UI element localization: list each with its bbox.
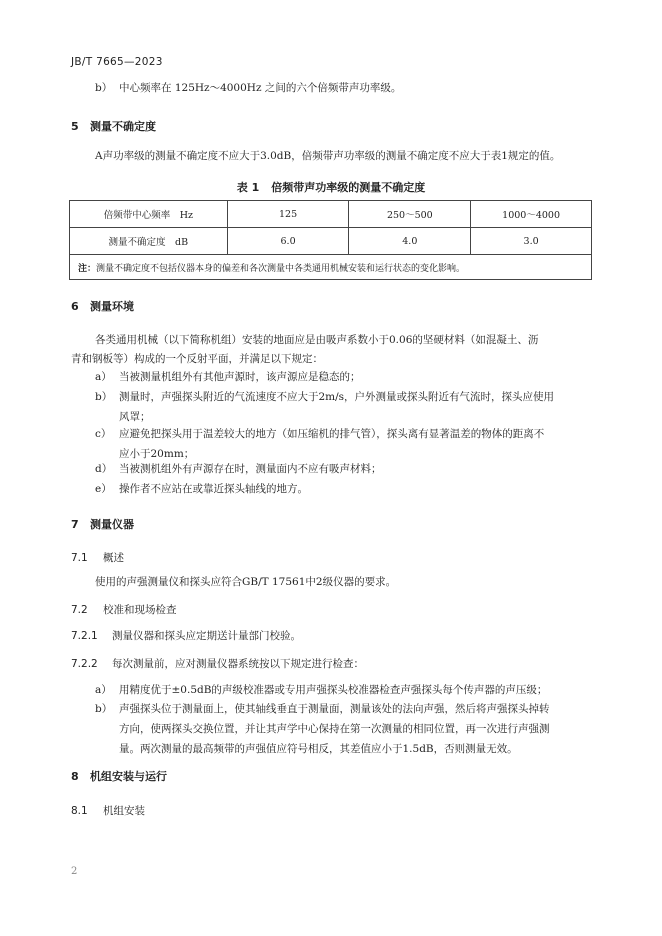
- table-row: [70, 228, 592, 255]
- section-text: 每次测量前，应对测量仪器系统按以下规定进行检查：: [112, 658, 364, 670]
- section-title: 概述: [103, 552, 124, 564]
- section-title: 机组安装与运行: [90, 770, 167, 783]
- table-cell: 倍频带中心频率 Hz: [70, 201, 228, 228]
- section-number: 7.2: [71, 604, 88, 616]
- section-number: 8.1: [71, 805, 88, 817]
- table-cell: 125: [227, 201, 349, 228]
- table-row: [70, 201, 592, 228]
- paragraph-line: 青和钢板等）构成的一个反射平面，并满足以下规定：: [71, 353, 323, 365]
- list-text: 中心频率在 125Hz～4000Hz 之间的六个倍频带声功率级。: [119, 82, 402, 94]
- list-text-continued: 量。两次测量的最高频带的声强值应符号相反，其差值应小于1.5dB，否则测量无效。: [119, 743, 518, 755]
- section-number: 7: [71, 518, 79, 531]
- list-label: b）: [95, 703, 113, 715]
- section-number: 6: [71, 300, 79, 313]
- table-cell: 1000～4000: [471, 201, 592, 228]
- section-7-2-1: [71, 628, 301, 643]
- table-cell: 6.0: [227, 228, 349, 255]
- section-7-1-heading: [71, 550, 124, 565]
- section-5-heading: [71, 118, 156, 134]
- section-title: 机组安装: [103, 805, 145, 817]
- table-note: [70, 255, 592, 280]
- list-text-continued: 风罩；: [119, 411, 151, 423]
- section-title: 测量仪器: [90, 518, 134, 531]
- list-label: a）: [95, 371, 112, 383]
- list-text: 声强探头位于测量面上，使其轴线垂直于测量面，测量该处的法向声强，然后将声强探头掉转: [119, 703, 550, 715]
- list-item-a: [95, 680, 547, 700]
- table-1-caption: [0, 179, 662, 195]
- caption-title: 倍频带声功率级的测量不确定度: [271, 181, 426, 194]
- list-text: 用精度优于±0.5dB的声级校准器或专用声强探头校准器检查声强探头每个传声器的声压级；: [119, 684, 548, 696]
- uncertainty-table: [69, 200, 592, 280]
- section-title: 校准和现场检查: [103, 604, 177, 616]
- list-label: b）: [95, 82, 113, 94]
- list-item-b: [95, 699, 550, 759]
- list-item-c: [95, 424, 544, 464]
- table-cell: 4.0: [349, 228, 471, 255]
- section-text: 测量仪器和探头应定期送计量部门校验。: [112, 630, 301, 642]
- section-title: 测量环境: [90, 300, 134, 313]
- section-5-paragraph: A声功率级的测量不确定度不应大于3.0dB，倍频带声功率级的测量不确定度不应大于表1规定的值。: [95, 150, 561, 162]
- caption-number: 表 1: [236, 181, 260, 194]
- list-text: 测量时，声强探头附近的气流速度不应大于2m/s，户外测量或探头附近有气流时，探头应使用: [119, 391, 555, 403]
- list-item-a: [95, 367, 361, 387]
- list-text-continued: 应小于20mm；: [119, 448, 195, 460]
- section-7-1-paragraph: 使用的声强测量仪和探头应符合GB/T 17561中2级仪器的要求。: [95, 576, 397, 588]
- table-note-row: [70, 255, 592, 280]
- list-item-b: [95, 387, 554, 427]
- section-7-2-heading: [71, 602, 177, 617]
- section-number: 7.2.2: [71, 658, 98, 670]
- section-number: 7.2.1: [71, 630, 98, 642]
- list-label: e）: [95, 483, 112, 495]
- section-title: 测量不确定度: [90, 120, 156, 133]
- section-8-heading: [71, 768, 167, 784]
- section-number: 5: [71, 120, 79, 133]
- list-text: 操作者不应站在或靠近探头轴线的地方。: [119, 483, 308, 495]
- list-item-d: [95, 459, 382, 479]
- section-8-1-heading: [71, 803, 145, 818]
- list-item-b: [95, 78, 401, 98]
- section-6-heading: [71, 298, 134, 314]
- section-number: 8: [71, 770, 79, 783]
- table-cell: 3.0: [471, 228, 592, 255]
- list-text: 应避免把探头用于温差较大的地方（如压缩机的排气管），探头离有显著温差的物体的距离不: [119, 428, 545, 440]
- table-cell: 250～500: [349, 201, 471, 228]
- list-label: b）: [95, 391, 113, 403]
- document-header: JB/T 7665—2023: [71, 56, 163, 68]
- section-7-heading: [71, 516, 134, 532]
- section-number: 7.1: [71, 552, 88, 564]
- list-text: 当被测量机组外有其他声源时，该声源应是稳态的；: [119, 371, 361, 383]
- list-item-e: [95, 479, 308, 499]
- list-label: c）: [95, 428, 112, 440]
- section-7-2-2: [71, 656, 364, 671]
- note-label: 注：: [78, 263, 97, 274]
- paragraph-line: 各类通用机械（以下简称机组）安装的地面应是由吸声系数小于0.06的坚硬材料（如混凝土、沥: [95, 334, 539, 346]
- list-label: a）: [95, 684, 112, 696]
- list-label: d）: [95, 463, 113, 475]
- note-text: 测量不确定度不包括仪器本身的偏差和各次测量中各类通用机械安装和运行状态的变化影响。: [96, 263, 466, 274]
- list-text: 当被测机组外有声源存在时，测量面内不应有吸声材料；: [119, 463, 382, 475]
- table-cell: 测量不确定度 dB: [70, 228, 228, 255]
- list-text-continued: 方向，使两探头交换位置，并让其声学中心保持在第一次测量的相同位置，再一次进行声强测: [119, 723, 550, 735]
- page-number: 2: [71, 866, 78, 877]
